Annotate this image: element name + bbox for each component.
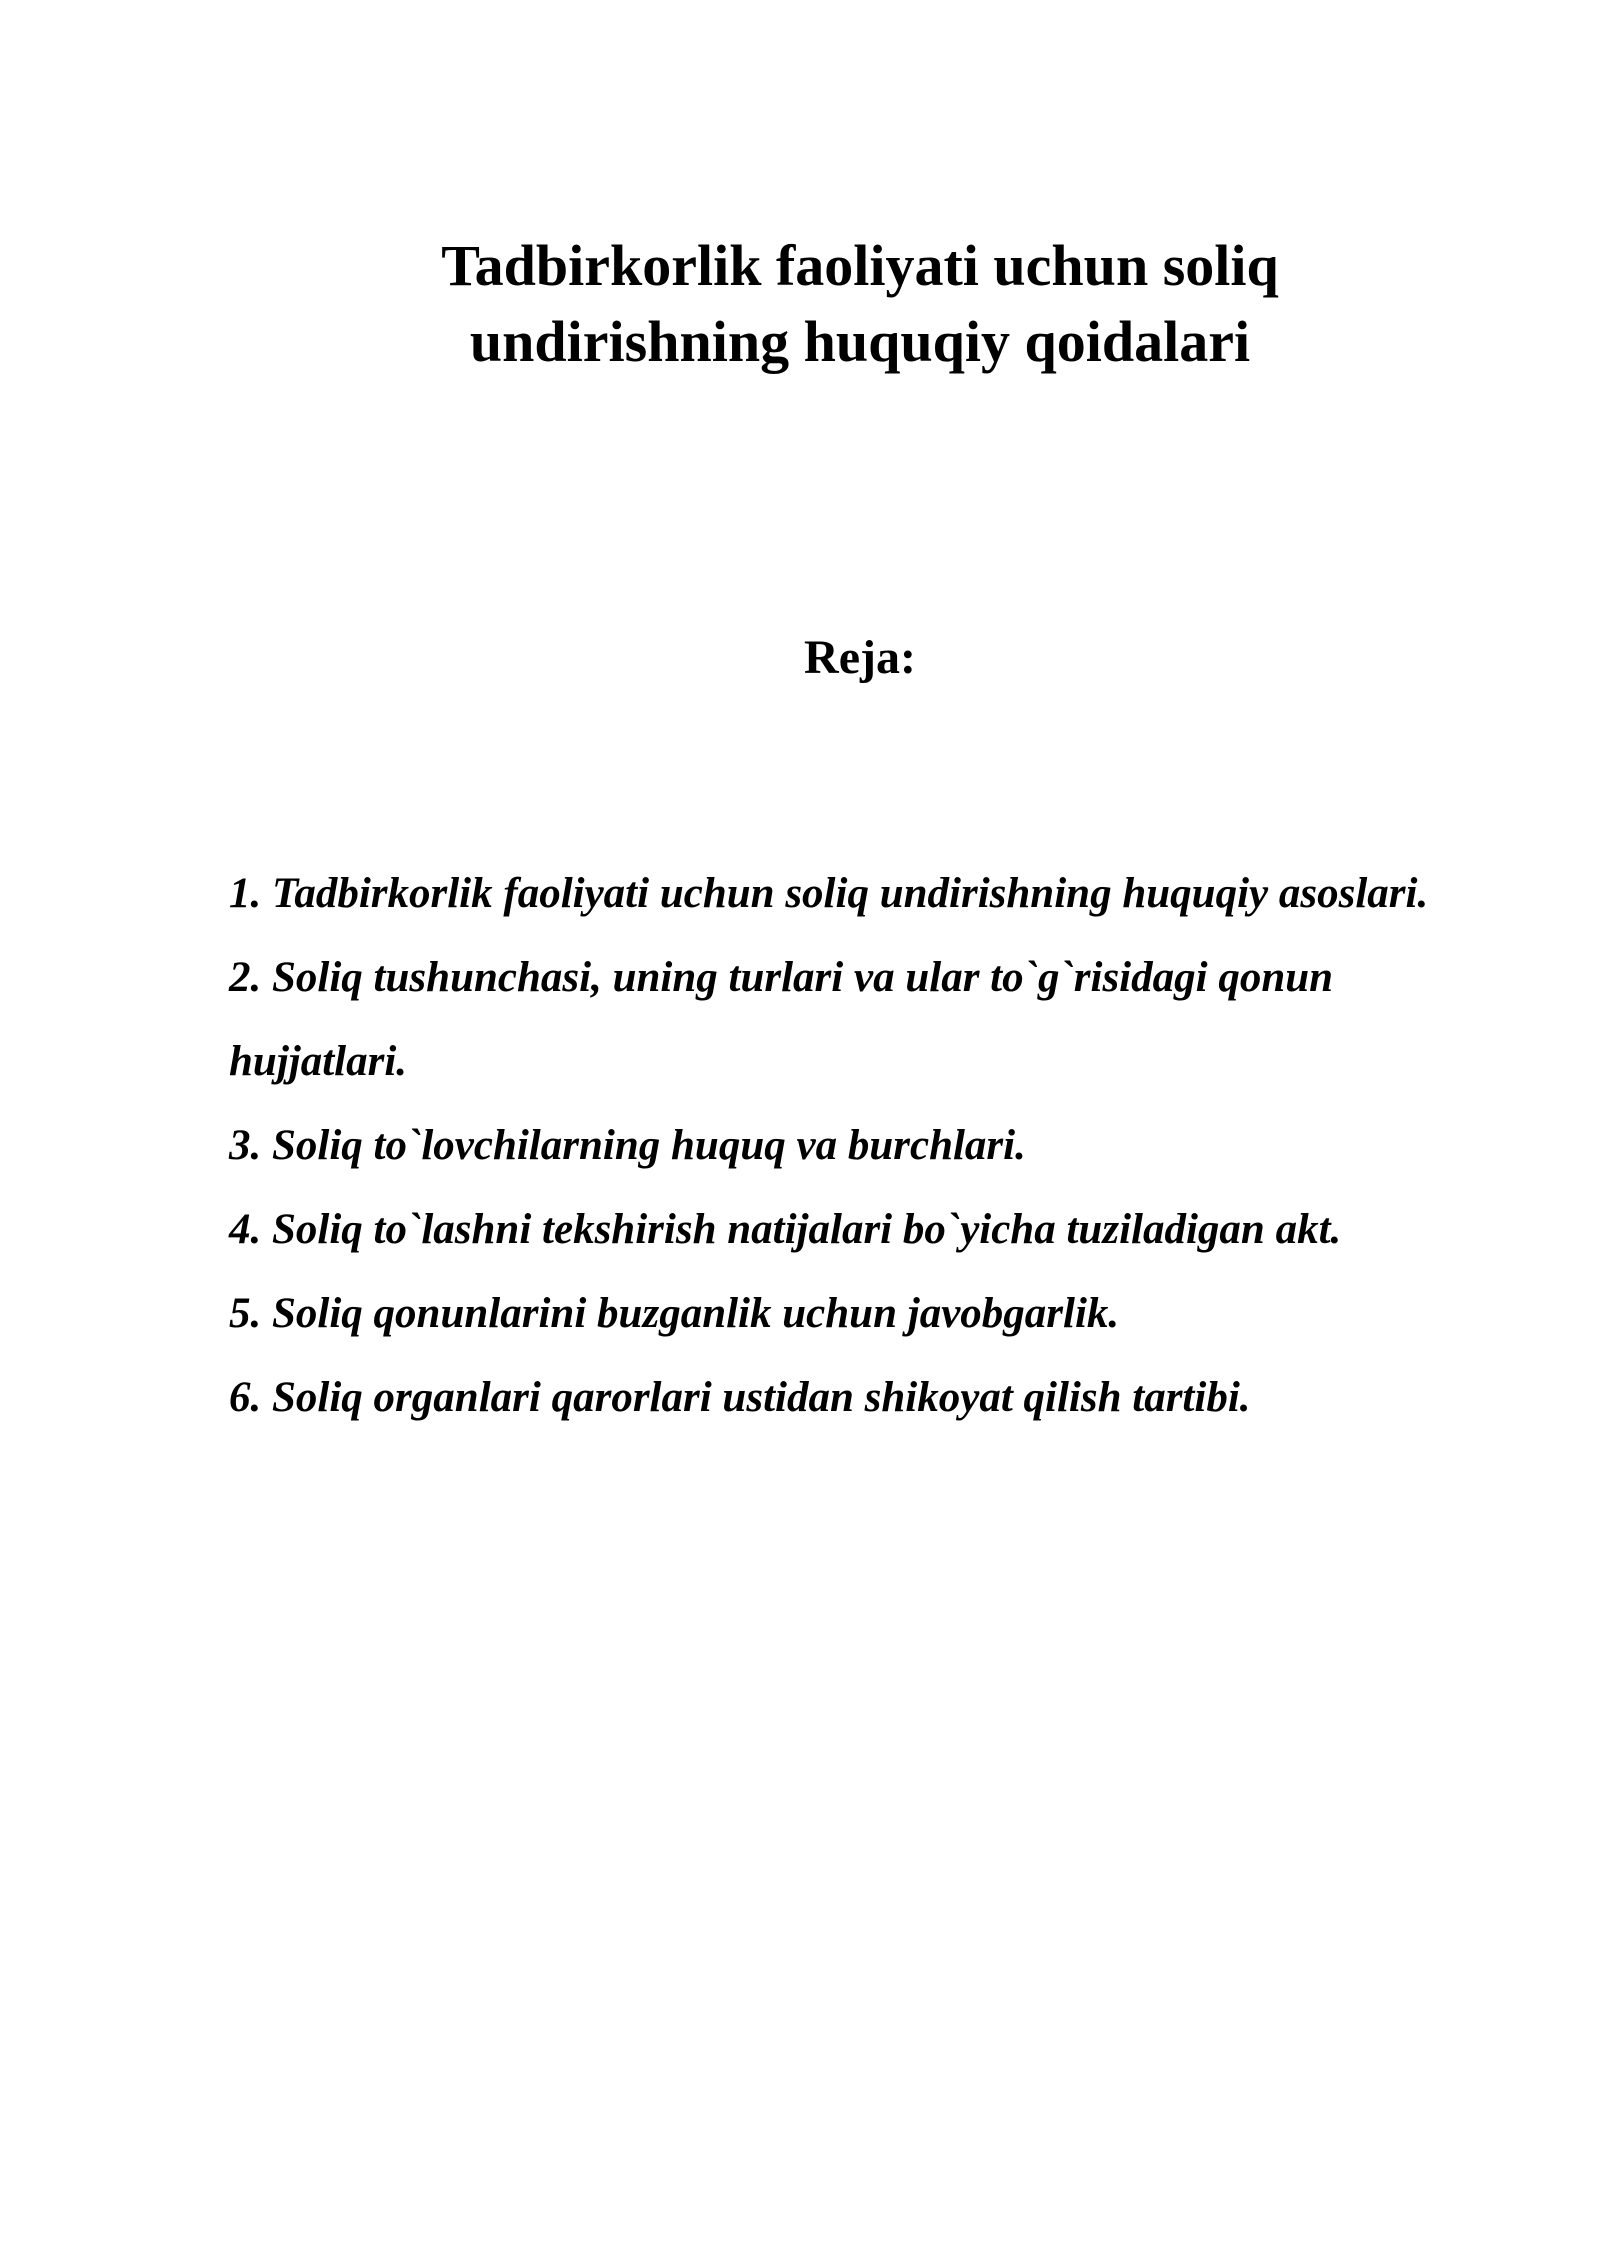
plan-item-1: 1. Tadbirkorlik faoliyati uchun soliq undirishning huquqiy asoslari. bbox=[229, 870, 1429, 917]
title-line-1: Tadbirkorlik faoliyati uchun soliq bbox=[441, 233, 1279, 298]
plan-item-5: 5. Soliq qonunlarini buzganlik uchun javobgarlik. bbox=[229, 1290, 1120, 1337]
plan-item-6: 6. Soliq organlari qarorlari ustidan shikoyat qilish tartibi. bbox=[229, 1374, 1251, 1421]
plan-item-3: 3. Soliq to`lovchilarning huquq va burchlari. bbox=[229, 1122, 1026, 1169]
document-title bbox=[330, 228, 1390, 380]
plan-item-2: 2. Soliq tushunchasi, uning turlari va ular to`g`risidagi qonun hujjatlari. bbox=[229, 954, 1334, 1085]
plan-heading: Reja: bbox=[804, 631, 916, 684]
plan-item-4: 4. Soliq to`lashni tekshirish natijalari bo`yicha tuziladigan akt. bbox=[229, 1206, 1342, 1253]
title-line-2: undirishning huquqiy qoidalari bbox=[469, 309, 1251, 374]
plan-list bbox=[229, 852, 1519, 1440]
